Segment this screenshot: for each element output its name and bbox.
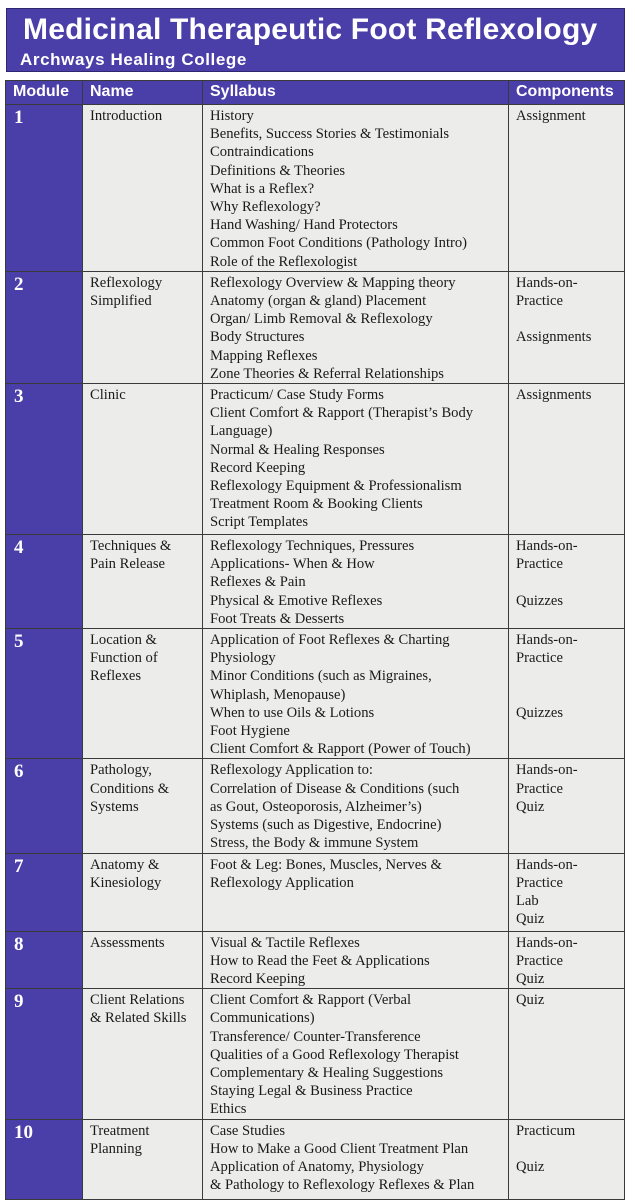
name-line: Client Relations [90, 992, 185, 1009]
syllabus-item: Applications- When & How [210, 556, 375, 573]
syllabus-item: Zone Theories & Referral Relationships [210, 365, 444, 382]
module-number: 8 [6, 931, 83, 989]
component-item: Practice [516, 780, 563, 797]
name-line: Conditions & [90, 780, 170, 797]
spacer [516, 573, 618, 591]
name-line: Kinesiology [90, 874, 162, 891]
column-header-components: Components [509, 81, 625, 105]
module-number: 2 [6, 271, 83, 383]
module-name [83, 853, 203, 931]
name-line: Pathology, [90, 762, 152, 779]
name-line: Planning [90, 1140, 142, 1157]
syllabus-table [5, 80, 625, 1200]
syllabus-item: Whiplash, Menopause) [210, 686, 346, 703]
spacer [516, 667, 618, 685]
component-item: Assignment [516, 108, 586, 124]
module-name [83, 759, 203, 853]
syllabus-item: Reflexes & Pain [210, 574, 306, 591]
syllabus-item: Normal & Healing Responses [210, 441, 385, 458]
name-line: Systems [90, 798, 139, 815]
component-item: Hands-on- [516, 762, 578, 779]
module-number: 5 [6, 629, 83, 759]
component-item: Practice [516, 650, 563, 667]
name-line: Anatomy & [90, 856, 160, 873]
syllabus-item: Benefits, Success Stories & Testimonials [210, 126, 450, 143]
module-name [83, 271, 203, 383]
syllabus-item: How to Make a Good Client Treatment Plan [210, 1140, 469, 1157]
syllabus-item: Reflexology Equipment & Professionalism [210, 478, 462, 495]
module-name [83, 384, 203, 535]
module-number: 10 [6, 1119, 83, 1199]
module-number: 7 [6, 853, 83, 931]
syllabus-item: Hand Washing/ Hand Protectors [210, 217, 398, 234]
syllabus-item: Case Studies [210, 1122, 285, 1139]
component-item: Hands-on- [516, 632, 578, 649]
syllabus-cell [203, 1119, 509, 1199]
syllabus-item: Foot Hygiene [210, 723, 290, 740]
syllabus-item: Script Templates [210, 514, 309, 531]
syllabus-item: Record Keeping [210, 970, 306, 987]
components-cell [509, 853, 625, 931]
module-name [83, 989, 203, 1119]
syllabus-item: Physical & Emotive Reflexes [210, 592, 383, 609]
syllabus-item: Application of Anatomy, Physiology [210, 1158, 424, 1175]
component-item: Hands-on- [516, 934, 578, 951]
component-item: Practice [516, 874, 563, 891]
syllabus-item: Minor Conditions (such as Migraines, [210, 668, 432, 685]
table-header-row [6, 81, 625, 105]
module-name [83, 1119, 203, 1199]
syllabus-item: Systems (such as Digestive, Endocrine) [210, 817, 442, 834]
component-item: Quiz [516, 992, 545, 1009]
syllabus-item: as Gout, Osteoporosis, Alzheimer’s) [210, 798, 422, 815]
syllabus-item: Contraindications [210, 144, 314, 161]
components-cell [509, 1119, 625, 1199]
syllabus-item: Visual & Tactile Reflexes [210, 934, 360, 951]
components-cell [509, 759, 625, 853]
syllabus-item: Staying Legal & Business Practice [210, 1083, 413, 1100]
syllabus-item: Language) [210, 423, 273, 440]
syllabus-item: Mapping Reflexes [210, 347, 318, 364]
name-line: Assessments [90, 934, 165, 951]
column-header-syllabus: Syllabus [203, 81, 509, 105]
name-line: Simplified [90, 293, 152, 310]
module-number: 1 [6, 105, 83, 272]
components-cell [509, 384, 625, 535]
table-row [6, 535, 625, 629]
table-row [6, 759, 625, 853]
syllabus-item: & Pathology to Reflexology Reflexes & Plan [210, 1177, 475, 1194]
syllabus-item: Treatment Room & Booking Clients [210, 496, 423, 513]
components-cell [509, 989, 625, 1119]
syllabus-item: Practicum/ Case Study Forms [210, 387, 384, 404]
syllabus-item: Complementary & Healing Suggestions [210, 1064, 444, 1081]
component-item: Hands-on- [516, 274, 578, 291]
component-item: Quiz [516, 1158, 545, 1175]
components-cell [509, 105, 625, 272]
syllabus-item: Organ/ Limb Removal & Reflexology [210, 311, 433, 328]
module-name [83, 629, 203, 759]
syllabus-item: Reflexology Overview & Mapping theory [210, 274, 456, 291]
syllabus-cell [203, 629, 509, 759]
syllabus-item: When to use Oils & Lotions [210, 704, 375, 721]
component-item: Practice [516, 293, 563, 310]
syllabus-item: Body Structures [210, 329, 305, 346]
syllabus-item: Qualities of a Good Reflexology Therapist [210, 1046, 459, 1063]
component-item: Quizzes [516, 704, 564, 721]
component-item: Assignments [516, 329, 592, 346]
syllabus-cell [203, 931, 509, 989]
spacer [516, 1140, 618, 1158]
spacer [516, 310, 618, 328]
component-item: Practice [516, 556, 563, 573]
syllabus-cell [203, 535, 509, 629]
table-row [6, 384, 625, 535]
component-item: Quiz [516, 911, 545, 928]
name-line: & Related Skills [90, 1010, 187, 1027]
spacer [516, 686, 618, 704]
name-line: Clinic [90, 387, 126, 404]
name-line: Techniques & [90, 538, 172, 555]
name-line: Introduction [90, 108, 163, 124]
module-number: 3 [6, 384, 83, 535]
components-cell [509, 271, 625, 383]
table-row [6, 853, 625, 931]
components-cell [509, 535, 625, 629]
name-line: Reflexes [90, 668, 142, 685]
syllabus-item: Correlation of Disease & Conditions (such [210, 780, 460, 797]
syllabus-item: Why Reflexology? [210, 199, 321, 216]
syllabus-cell [203, 271, 509, 383]
syllabus-item: Anatomy (organ & gland) Placement [210, 293, 427, 310]
component-item: Lab [516, 892, 539, 909]
syllabus-item: Definitions & Theories [210, 162, 346, 179]
component-item: Practicum [516, 1122, 576, 1139]
syllabus-item: Role of the Reflexologist [210, 253, 358, 270]
component-item: Quiz [516, 798, 545, 815]
syllabus-item: Ethics [210, 1101, 247, 1118]
syllabus-item: Foot & Leg: Bones, Muscles, Nerves & [210, 856, 442, 873]
component-item: Hands-on- [516, 538, 578, 555]
module-number: 9 [6, 989, 83, 1119]
syllabus-item: Transference/ Counter-Transference [210, 1028, 421, 1045]
module-name [83, 931, 203, 989]
title-banner [6, 8, 625, 72]
syllabus-cell [203, 105, 509, 272]
table-row [6, 989, 625, 1119]
component-item: Assignments [516, 387, 592, 404]
college-name: Archways Healing College [20, 50, 247, 69]
module-number: 4 [6, 535, 83, 629]
components-cell [509, 629, 625, 759]
syllabus-item: Reflexology Application to: [210, 762, 373, 779]
components-cell [509, 931, 625, 989]
name-line: Function of [90, 650, 158, 667]
syllabus-item: Stress, the Body & immune System [210, 835, 419, 852]
table-row [6, 931, 625, 989]
component-item: Hands-on- [516, 856, 578, 873]
column-header-module: Module [6, 81, 83, 105]
name-line: Location & [90, 632, 157, 649]
syllabus-item: How to Read the Feet & Applications [210, 952, 430, 969]
syllabus-item: Reflexology Techniques, Pressures [210, 538, 415, 555]
component-item: Quiz [516, 970, 545, 987]
component-item: Quizzes [516, 592, 564, 609]
page-title: Medicinal Therapeutic Foot Reflexology [23, 13, 598, 46]
name-line: Pain Release [90, 556, 165, 573]
syllabus-cell [203, 989, 509, 1119]
module-name [83, 105, 203, 272]
syllabus-item: Client Comfort & Rapport (Power of Touch) [210, 741, 471, 758]
syllabus-item: Common Foot Conditions (Pathology Intro) [210, 235, 468, 252]
component-item: Practice [516, 952, 563, 969]
syllabus-item: Communications) [210, 1010, 315, 1027]
syllabus-cell [203, 759, 509, 853]
syllabus-item: Client Comfort & Rapport (Verbal [210, 992, 412, 1009]
syllabus-cell [203, 384, 509, 535]
table-row [6, 1119, 625, 1199]
syllabus-cell [203, 853, 509, 931]
name-line: Reflexology [90, 274, 163, 291]
syllabus-item: Foot Treats & Desserts [210, 610, 345, 627]
syllabus-item: What is a Reflex? [210, 180, 315, 197]
module-number: 6 [6, 759, 83, 853]
table-row [6, 271, 625, 383]
column-header-name: Name [83, 81, 203, 105]
table-row [6, 629, 625, 759]
module-name [83, 535, 203, 629]
syllabus-item: Application of Foot Reflexes & Charting [210, 632, 450, 649]
syllabus-item: Record Keeping [210, 459, 306, 476]
table-row [6, 105, 625, 272]
name-line: Treatment [90, 1122, 150, 1139]
syllabus-item: Reflexology Application [210, 874, 354, 891]
syllabus-item: Client Comfort & Rapport (Therapist’s Body [210, 405, 474, 422]
syllabus-item: History [210, 108, 254, 124]
syllabus-item: Physiology [210, 650, 276, 667]
